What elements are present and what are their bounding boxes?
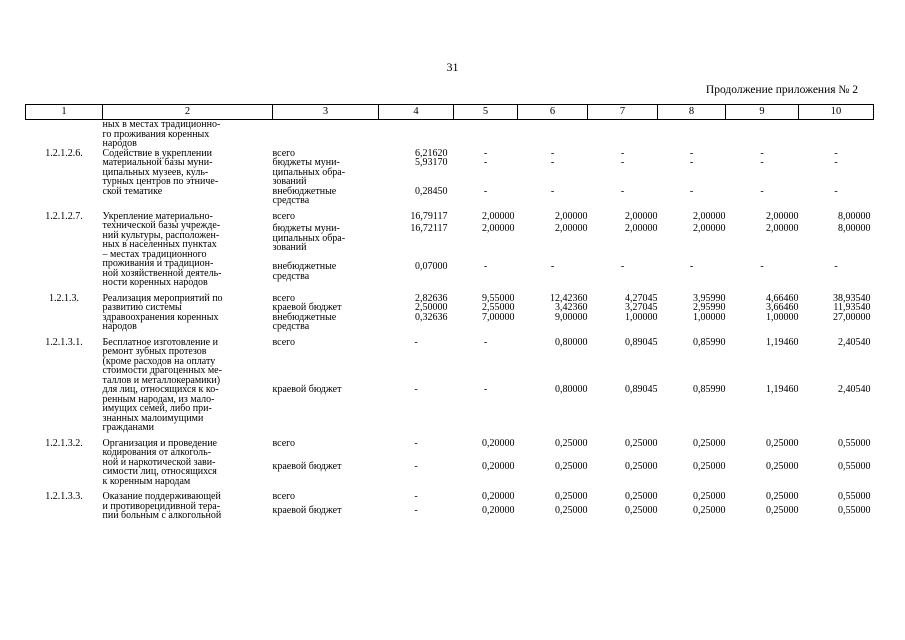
value-cell: 2,40540 bbox=[838, 336, 871, 348]
item-name: Бесплатное изготовление и ремонт зубных протезов (кроме расходов на оплату стоимости драгоценных ме- таллов и металлокерамики) для лиц, относящихся к ко- ренным народам, из мало- имущих семей, либо при- знанных малоимущими гражданами bbox=[102, 336, 222, 433]
value-cell: - bbox=[550, 261, 555, 273]
table-header-row bbox=[26, 105, 874, 120]
value-cell: - bbox=[550, 185, 555, 197]
value-cell: - bbox=[620, 185, 625, 197]
value-cell: 0,25000 bbox=[555, 437, 588, 449]
value-cell: - bbox=[414, 505, 418, 517]
value-cell: 0,25000 bbox=[693, 461, 726, 473]
header-cell: 2 bbox=[103, 105, 273, 120]
funding-source: краевой бюджет bbox=[272, 461, 342, 473]
value-cell: 0,25000 bbox=[625, 491, 658, 502]
value-cell: 0,25000 bbox=[625, 505, 658, 517]
funding-source: всего bbox=[272, 292, 296, 304]
item-code: 1.2.1.3. bbox=[49, 292, 79, 304]
value-cell: 2,55000 bbox=[482, 302, 515, 313]
value-cell: 2,00000 bbox=[693, 223, 726, 235]
item-name: Оказание поддерживающей и противорецидивной тера- пии больным с алкогольной bbox=[102, 491, 222, 521]
value-cell: - bbox=[550, 157, 555, 168]
header-cell: 1 bbox=[26, 105, 103, 120]
value-cell: - bbox=[620, 147, 625, 159]
value-cell: 0,20000 bbox=[482, 437, 515, 449]
funding-source: внебюджетные средства bbox=[272, 311, 337, 332]
value-cell: 2,00000 bbox=[482, 210, 515, 222]
value-cell: - bbox=[483, 147, 488, 159]
value-cell: 0,25000 bbox=[766, 491, 799, 502]
value-cell: 1,19460 bbox=[766, 336, 799, 348]
page-number: 31 bbox=[446, 60, 459, 74]
value-cell: 0,28450 bbox=[415, 185, 448, 197]
value-cell: 6,21620 bbox=[415, 147, 448, 159]
value-cell: 3,42360 bbox=[555, 302, 588, 313]
funding-source: всего bbox=[272, 336, 296, 348]
value-cell: 0,55000 bbox=[838, 491, 871, 502]
value-cell: 16,79117 bbox=[410, 210, 448, 222]
value-cell: 0,25000 bbox=[766, 505, 799, 517]
spacer-row bbox=[26, 521, 874, 527]
header-cell: 4 bbox=[379, 105, 454, 120]
carryover-row bbox=[26, 120, 874, 149]
value-cell: - bbox=[760, 185, 764, 197]
value-cell: 11,93540 bbox=[833, 302, 871, 313]
value-cell: - bbox=[834, 147, 838, 159]
value-cell: - bbox=[689, 147, 694, 159]
value-cell: 0,25000 bbox=[625, 437, 658, 449]
table-row bbox=[26, 294, 874, 304]
value-cell: 0,85990 bbox=[693, 336, 726, 348]
header-cell: 9 bbox=[726, 105, 799, 120]
carryover-name: ных в местах традиционно- го проживания коренных народов bbox=[102, 119, 221, 149]
value-cell: 0,20000 bbox=[482, 491, 515, 502]
value-cell: 16,72117 bbox=[410, 223, 448, 235]
value-cell: 0,89045 bbox=[625, 384, 658, 395]
continuation-label: Продолжение приложения № 2 bbox=[705, 84, 858, 96]
value-cell: 3,95990 bbox=[693, 292, 726, 304]
header-cell: 7 bbox=[588, 105, 658, 120]
value-cell: 0,25000 bbox=[555, 491, 588, 502]
value-cell: 1,00000 bbox=[693, 311, 726, 323]
value-cell: - bbox=[760, 261, 764, 273]
value-cell: 2,82636 bbox=[415, 292, 448, 304]
value-cell: 2,40540 bbox=[838, 384, 871, 395]
funding-source: краевой бюджет bbox=[272, 384, 342, 395]
table-row bbox=[26, 149, 874, 159]
value-cell: 2,00000 bbox=[482, 223, 515, 235]
budget-table bbox=[25, 104, 874, 527]
item-code: 1.2.1.2.7. bbox=[45, 210, 83, 222]
value-cell: 3,66460 bbox=[766, 302, 799, 313]
item-name: Организация и проведение кодирования от алкоголь- ной и наркотической зави- симости лиц, относящихся к коренным народам bbox=[102, 437, 217, 487]
value-cell: 2,50000 bbox=[415, 302, 448, 313]
value-cell: 0,85990 bbox=[693, 384, 726, 395]
value-cell: 7,00000 bbox=[482, 311, 515, 323]
value-cell: - bbox=[834, 261, 838, 273]
value-cell: - bbox=[550, 147, 555, 159]
table-row bbox=[26, 439, 874, 463]
value-cell: 0,25000 bbox=[693, 437, 726, 449]
funding-source: всего bbox=[272, 491, 296, 502]
funding-source: бюджеты муни- ципальных обра- зований bbox=[272, 157, 346, 187]
value-cell: 0,25000 bbox=[693, 491, 726, 502]
item-code: 1.2.1.3.3. bbox=[45, 491, 83, 502]
value-cell: - bbox=[689, 261, 694, 273]
funding-source: внебюджетные средства bbox=[272, 261, 337, 282]
value-cell: 8,00000 bbox=[838, 223, 871, 235]
header-cell: 10 bbox=[799, 105, 874, 120]
value-cell: 0,20000 bbox=[482, 461, 515, 473]
value-cell: 2,00000 bbox=[766, 210, 799, 222]
funding-source: всего bbox=[272, 147, 296, 159]
table-body bbox=[26, 120, 874, 527]
value-cell: 1,19460 bbox=[766, 384, 799, 395]
value-cell: - bbox=[834, 185, 838, 197]
value-cell: - bbox=[483, 261, 488, 273]
header-cell: 6 bbox=[518, 105, 588, 120]
value-cell: 4,27045 bbox=[625, 292, 658, 304]
value-cell: - bbox=[414, 384, 418, 395]
value-cell: 0,07000 bbox=[415, 261, 448, 273]
funding-source: всего bbox=[272, 210, 296, 222]
table-row bbox=[26, 212, 874, 225]
value-cell: 2,00000 bbox=[555, 210, 588, 222]
value-cell: - bbox=[483, 157, 488, 168]
value-cell: 0,25000 bbox=[693, 505, 726, 517]
item-name: Реализация мероприятий по развитию системы здравоохранения коренных народов bbox=[102, 292, 223, 332]
value-cell: 0,25000 bbox=[766, 461, 799, 473]
funding-source: всего bbox=[272, 437, 296, 449]
funding-source: внебюджетные средства bbox=[272, 185, 337, 206]
value-cell: 2,00000 bbox=[693, 210, 726, 222]
value-cell: - bbox=[414, 491, 418, 502]
value-cell: - bbox=[414, 461, 418, 473]
value-cell: 0,20000 bbox=[482, 505, 515, 517]
value-cell: 0,25000 bbox=[555, 461, 588, 473]
value-cell: - bbox=[483, 336, 488, 348]
value-cell: 0,25000 bbox=[555, 505, 588, 517]
value-cell: - bbox=[620, 157, 625, 168]
item-code: 1.2.1.3.1. bbox=[45, 336, 83, 348]
value-cell: 2,95990 bbox=[693, 302, 726, 313]
funding-source: бюджеты муни- ципальных обра- зований bbox=[272, 223, 346, 254]
value-cell: 9,55000 bbox=[482, 292, 515, 304]
value-cell: - bbox=[414, 437, 418, 449]
value-cell: 8,00000 bbox=[838, 210, 871, 222]
value-cell: 0,80000 bbox=[555, 336, 588, 348]
value-cell: 2,00000 bbox=[625, 210, 658, 222]
value-cell: - bbox=[414, 336, 418, 348]
value-cell: 5,93170 bbox=[415, 157, 448, 168]
value-cell: 27,00000 bbox=[833, 311, 871, 323]
value-cell: 0,80000 bbox=[555, 384, 588, 395]
table-row bbox=[26, 338, 874, 386]
value-cell: 0,89045 bbox=[625, 336, 658, 348]
value-cell: - bbox=[834, 157, 838, 168]
value-cell: 3,27045 bbox=[625, 302, 658, 313]
value-cell: 4,66460 bbox=[766, 292, 799, 304]
value-cell: - bbox=[483, 384, 488, 395]
funding-source: краевой бюджет bbox=[272, 505, 342, 517]
value-cell: 1,00000 bbox=[625, 311, 658, 323]
value-cell: 9,00000 bbox=[555, 311, 588, 323]
value-cell: 0,55000 bbox=[838, 461, 871, 473]
value-cell: 0,55000 bbox=[838, 437, 871, 449]
item-code: 1.2.1.3.2. bbox=[45, 437, 83, 449]
value-cell: 0,32636 bbox=[415, 311, 448, 323]
header-cell: 5 bbox=[454, 105, 518, 120]
value-cell: - bbox=[760, 147, 764, 159]
value-cell: - bbox=[689, 157, 694, 168]
item-name: Укрепление материально- технической базы учрежде- ний культуры, расположен- ных в населенных пунктах – местах традиционного проживания и традицион- ной хозяйственной деятель- ности коренных народов bbox=[102, 210, 222, 288]
value-cell: 0,25000 bbox=[625, 461, 658, 473]
item-code: 1.2.1.2.6. bbox=[45, 147, 83, 159]
value-cell: 38,93540 bbox=[833, 292, 871, 304]
value-cell: - bbox=[689, 185, 694, 197]
header-cell: 8 bbox=[658, 105, 726, 120]
value-cell: 12,42360 bbox=[550, 292, 588, 304]
value-cell: 0,25000 bbox=[766, 437, 799, 449]
item-name: Содействие в укреплении материальной базы муни- ципальных музеев, куль- турных центров по этниче- ской тематике bbox=[102, 147, 219, 197]
value-cell: - bbox=[620, 261, 625, 273]
value-cell: 2,00000 bbox=[625, 223, 658, 235]
funding-source: краевой бюджет bbox=[272, 302, 342, 313]
value-cell: 2,00000 bbox=[766, 223, 799, 235]
table-row bbox=[26, 492, 874, 506]
value-cell: 2,00000 bbox=[555, 223, 588, 235]
value-cell: 0,55000 bbox=[838, 505, 871, 517]
header-cell: 3 bbox=[273, 105, 379, 120]
value-cell: - bbox=[760, 157, 764, 168]
value-cell: - bbox=[483, 185, 488, 197]
value-cell: 1,00000 bbox=[766, 311, 799, 323]
